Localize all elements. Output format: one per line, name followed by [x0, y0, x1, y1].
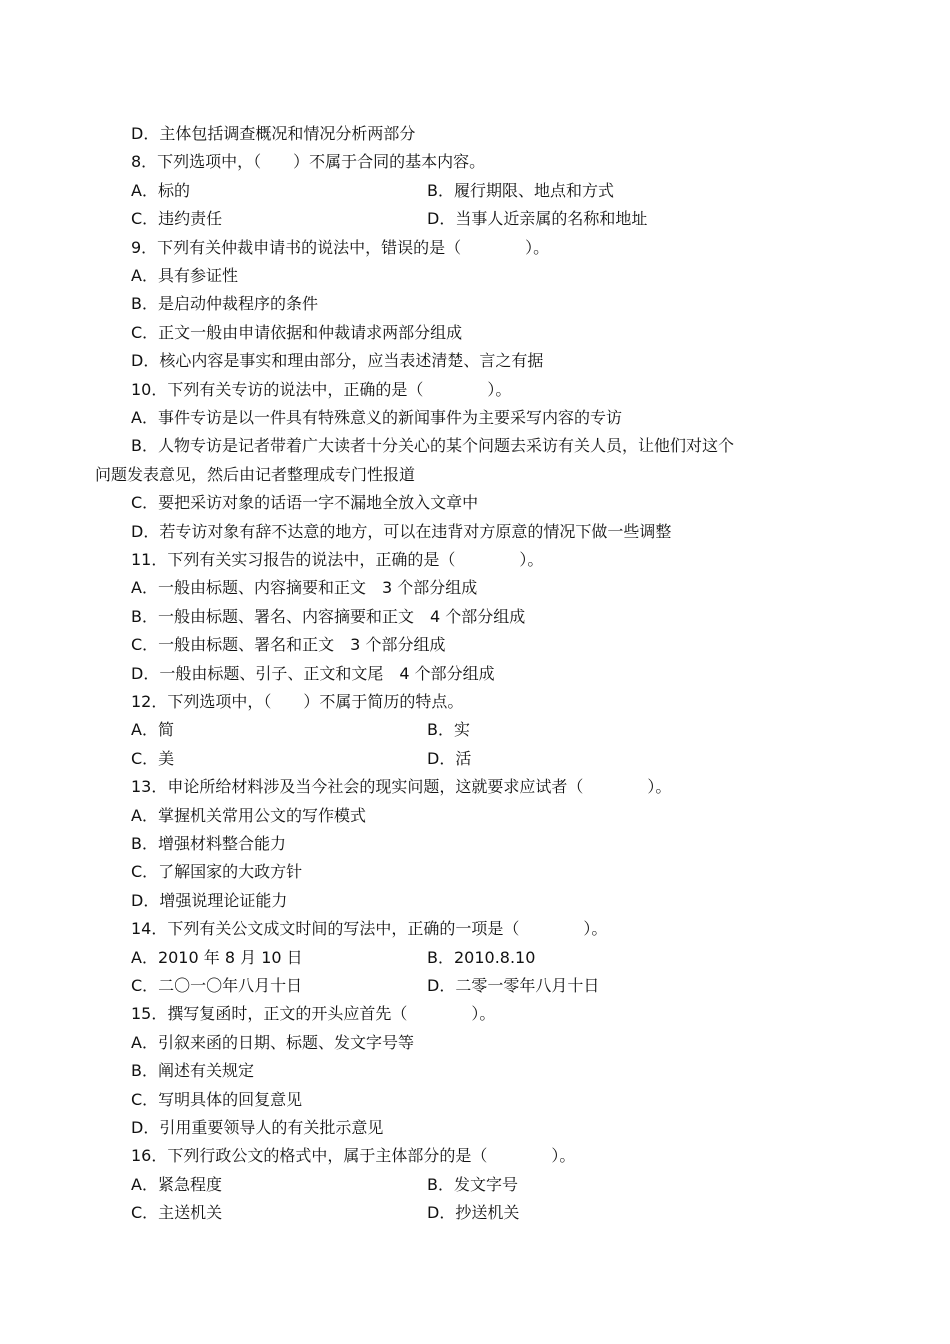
- text-line: 15．撰写复函时，正文的开头应首先（ ）。: [131, 1004, 496, 1023]
- text-line: C．要把采访对象的话语一字不漏地全放入文章中: [131, 493, 479, 512]
- text-line: B．一般由标题、署名、内容摘要和正文 4 个部分组成: [131, 607, 526, 626]
- option-left: A．2010 年 8 月 10 日: [131, 948, 303, 967]
- text-line: C．了解国家的大政方针: [131, 862, 303, 881]
- option-right: D．当事人近亲属的名称和地址: [427, 209, 648, 228]
- option-right: D．二零一零年八月十日: [427, 976, 600, 995]
- text-line: 10．下列有关专访的说法中，正确的是（ ）。: [131, 380, 512, 399]
- text-line: A．一般由标题、内容摘要和正文 3 个部分组成: [131, 578, 478, 597]
- text-line: B．是启动仲裁程序的条件: [131, 294, 318, 313]
- option-left: C．主送机关: [131, 1203, 223, 1222]
- text-line: D．核心内容是事实和理由部分，应当表述清楚、言之有据: [131, 351, 544, 370]
- text-line: C．正文一般由申请依据和仲裁请求两部分组成: [131, 323, 463, 342]
- option-left: A．紧急程度: [131, 1175, 222, 1194]
- text-line: B．增强材料整合能力: [131, 834, 286, 853]
- text-line: C．写明具体的回复意见: [131, 1090, 303, 1109]
- text-line: A．具有参证性: [131, 266, 238, 285]
- option-right: D．活: [427, 749, 472, 768]
- text-line: 16．下列行政公文的格式中，属于主体部分的是（ ）。: [131, 1146, 576, 1165]
- option-right: B．发文字号: [427, 1175, 518, 1194]
- option-right: B．履行期限、地点和方式: [427, 181, 614, 200]
- text-line: 8．下列选项中，（ ）不属于合同的基本内容。: [131, 152, 486, 171]
- option-right: B．2010.8.10: [427, 948, 536, 967]
- text-line: 12．下列选项中，（ ）不属于简历的特点。: [131, 692, 464, 711]
- option-left: C．二〇一〇年八月十日: [131, 976, 303, 995]
- text-line: A．掌握机关常用公文的写作模式: [131, 806, 366, 825]
- text-line: B．阐述有关规定: [131, 1061, 254, 1080]
- text-line: D．引用重要领导人的有关批示意见: [131, 1118, 384, 1137]
- option-left: A．简: [131, 720, 174, 739]
- option-left: A．标的: [131, 181, 190, 200]
- text-line: A．事件专访是以一件具有特殊意义的新闻事件为主要采写内容的专访: [131, 408, 622, 427]
- text-line: 9．下列有关仲裁申请书的说法中，错误的是（ ）。: [131, 238, 550, 257]
- text-line: D．若专访对象有辞不达意的地方，可以在违背对方原意的情况下做一些调整: [131, 522, 672, 541]
- text-line: D．一般由标题、引子、正文和文尾 4 个部分组成: [131, 664, 495, 683]
- text-line: B．人物专访是记者带着广大读者十分关心的某个问题去采访有关人员，让他们对这个: [131, 436, 734, 455]
- option-left: C．美: [131, 749, 175, 768]
- text-line: A．引叙来函的日期、标题、发文字号等: [131, 1033, 414, 1052]
- text-line: D．增强说理论证能力: [131, 891, 288, 910]
- text-line: 14．下列有关公文成文时间的写法中，正确的一项是（ ）。: [131, 919, 608, 938]
- option-right: D．抄送机关: [427, 1203, 520, 1222]
- text-line: C．一般由标题、署名和正文 3 个部分组成: [131, 635, 446, 654]
- text-line: 13．申论所给材料涉及当今社会的现实问题，这就要求应试者（ ）。: [131, 777, 672, 796]
- text-line: 11．下列有关实习报告的说法中，正确的是（ ）。: [131, 550, 544, 569]
- option-left: C．违约责任: [131, 209, 223, 228]
- option-right: B．实: [427, 720, 470, 739]
- text-line: D．主体包括调查概况和情况分析两部分: [131, 124, 416, 143]
- text-continuation: 问题发表意见，然后由记者整理成专门性报道: [95, 465, 416, 484]
